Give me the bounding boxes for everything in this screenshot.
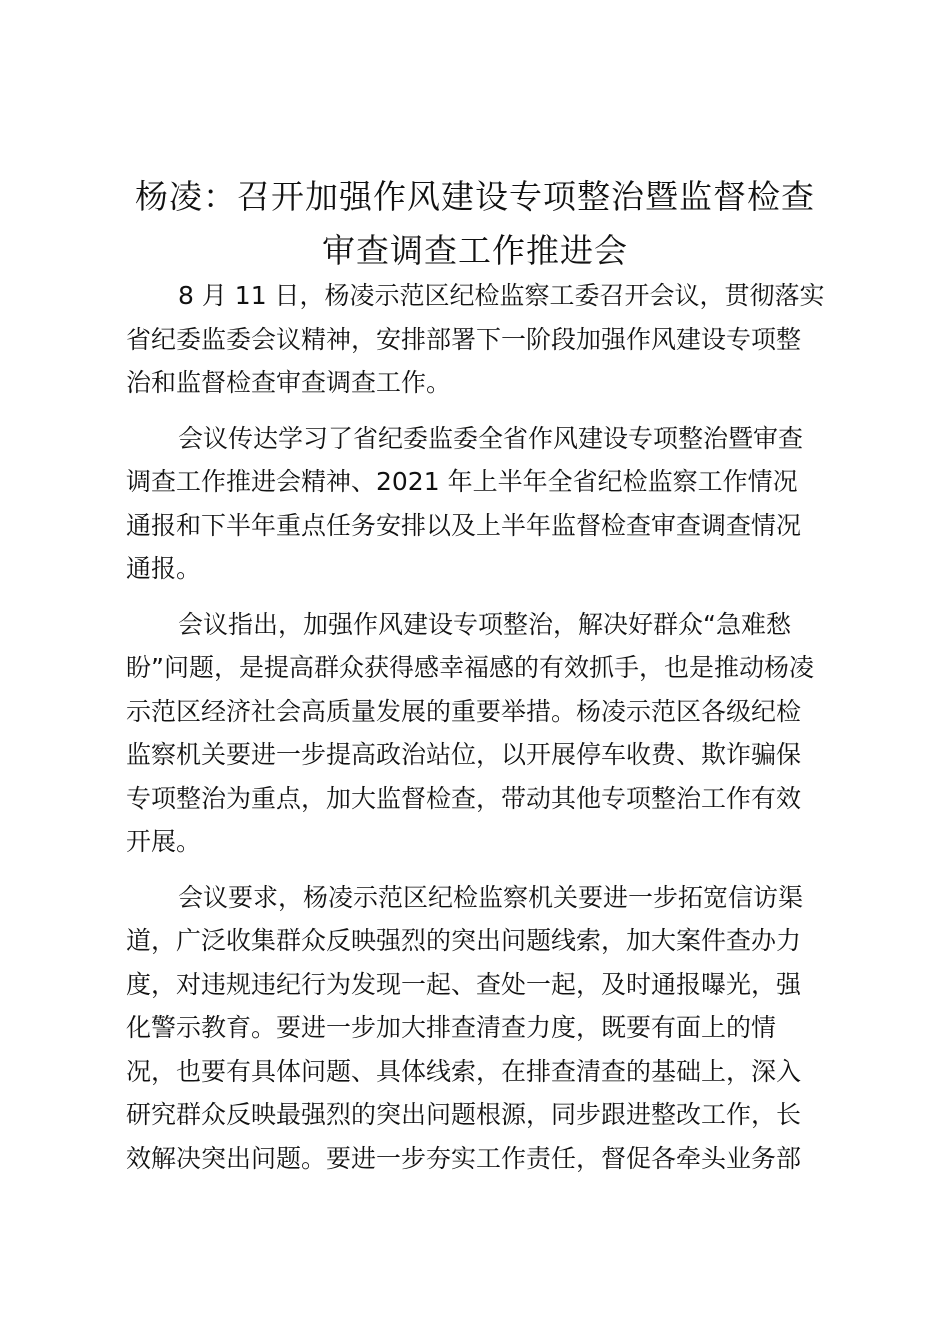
paragraph-line: 开展。 (126, 827, 202, 856)
paragraph-line: 道，广泛收集群众反映强烈的突出问题线索，加大案件查办力 (126, 926, 802, 955)
paragraph-line: 示范区经济社会高质量发展的重要举措。杨凌示范区各级纪检 (126, 696, 802, 726)
paragraph-line: 省纪委监委会议精神，安排部署下一阶段加强作风建设专项整 (126, 324, 802, 354)
paragraph-line: 度，对违规违纪行为发现一起、查处一起，及时通报曝光，强 (126, 969, 802, 999)
paragraph-4 (126, 876, 826, 1181)
paragraph-line: 会议传达学习了省纪委监委全省作风建设专项整治暨审查 (178, 423, 804, 453)
paragraph-line: 盼”问题，是提高群众获得感幸福感的有效抓手，也是推动杨凌 (126, 653, 814, 682)
paragraph-line: 况，也要有具体问题、具体线索，在排查清查的基础上，深入 (126, 1056, 802, 1086)
title-line-1: 杨凌：召开加强作风建设专项整治暨监督检查 (135, 177, 815, 216)
document-title (110, 170, 840, 278)
paragraph-line: 通报。 (126, 554, 202, 583)
paragraph-line: 会议要求，杨凌示范区纪检监察机关要进一步拓宽信访渠 (178, 882, 804, 912)
paragraph-line: 监察机关要进一步提高政治站位，以开展停车收费、欺诈骗保 (126, 740, 802, 769)
paragraph-line: 治和监督检查审查调查工作。 (126, 368, 452, 397)
paragraph-line: 8 月 11 日，杨凌示范区纪检监察工委召开会议，贯彻落实 (178, 281, 825, 310)
paragraph-3 (126, 603, 826, 864)
paragraph-2 (126, 417, 826, 591)
paragraph-line: 专项整治为重点，加大监督检查，带动其他专项整治工作有效 (126, 783, 802, 813)
paragraph-line: 通报和下半年重点任务安排以及上半年监督检查审查调查情况 (126, 510, 802, 540)
paragraph-1 (126, 274, 826, 405)
document-body (126, 274, 826, 1192)
paragraph-line: 会议指出，加强作风建设专项整治，解决好群众“急难愁 (178, 609, 791, 639)
paragraph-line: 效解决突出问题。要进一步夯实工作责任，督促各牵头业务部 (126, 1143, 802, 1173)
paragraph-line: 调查工作推进会精神、2021 年上半年全省纪检监察工作情况 (126, 467, 798, 496)
title-line-2: 审查调查工作推进会 (322, 231, 628, 270)
paragraph-line: 化警示教育。要进一步加大排查清查力度，既要有面上的情 (126, 1013, 777, 1042)
paragraph-line: 研究群众反映最强烈的突出问题根源，同步跟进整改工作，长 (126, 1100, 802, 1129)
